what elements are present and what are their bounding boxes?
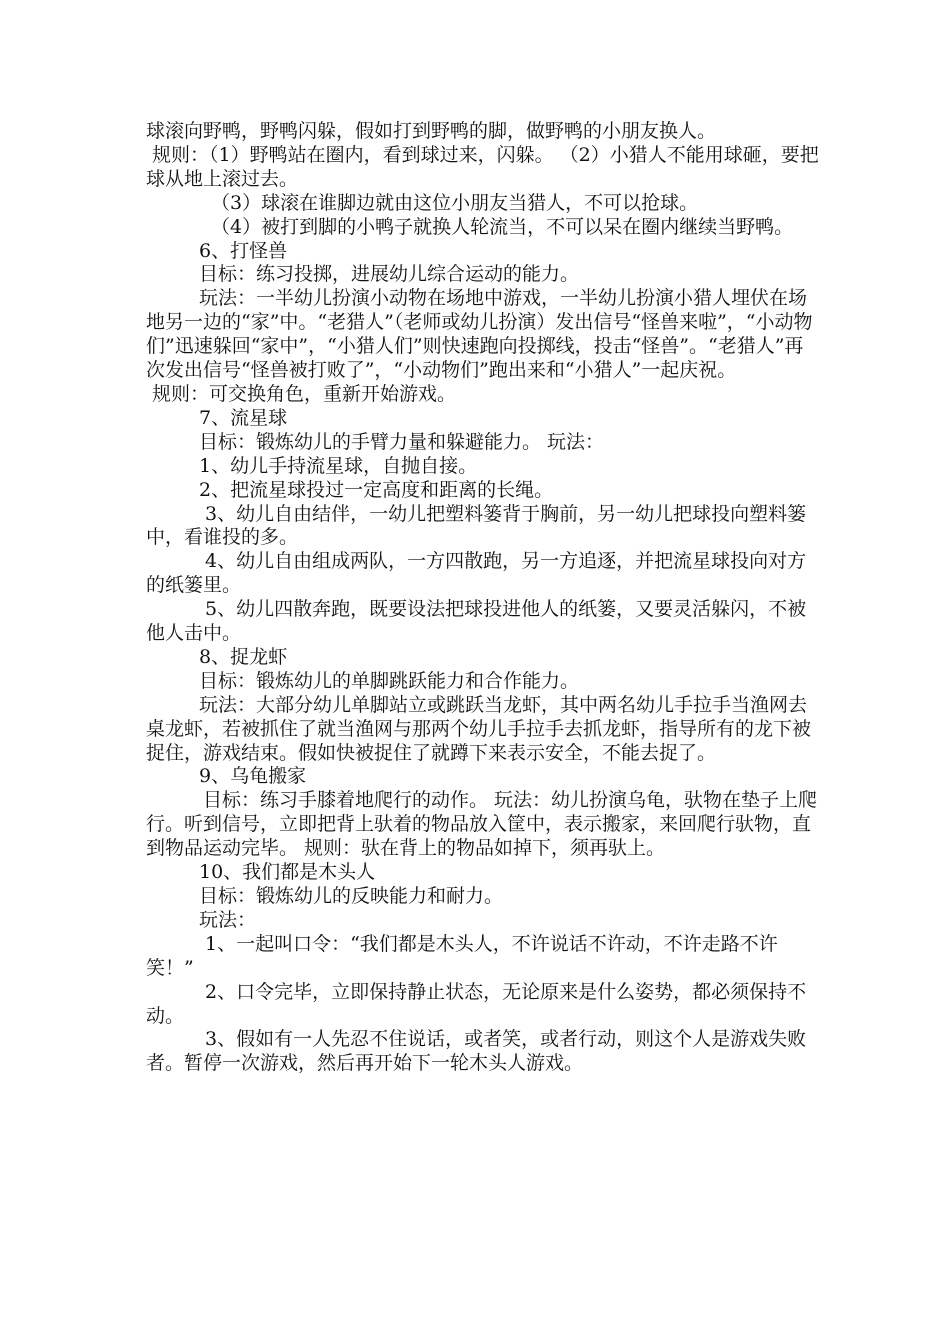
paragraph-goal-7: 目标：锻炼幼儿的手臂力量和躲避能力。 玩法： xyxy=(199,430,605,453)
paragraph-goal-8: 目标：锻炼幼儿的单脚跳跃能力和合作能力。 xyxy=(199,669,580,692)
paragraph-1: 球滚向野鸭，野鸭闪躲，假如打到野鸭的脚，做野鸭的小朋友换人。 xyxy=(146,120,717,142)
paragraph-play-8: 玩法：大部分幼儿单脚站立或跳跃当龙虾，其中两名幼儿手拉手当渔网去桌龙虾，若被抓住了就当渔网与那两个幼儿手拉手去抓龙虾，指导所有的龙下被捉住，游戏结束。假如快被捉住了就蹲下来表示安全，不能去捉了。 xyxy=(146,693,812,764)
paragraph-rules-1: 规则：（1）野鸭站在圈内，看到球过来，闪躲。 （2）小猎人不能用球砸，要把球从地上滚过去。 xyxy=(146,143,819,190)
paragraph-rule-6: 规则：可交换角色，重新开始游戏。 xyxy=(152,382,457,405)
list-item-7-3: 3、幼儿自由结伴，一幼儿把塑料篓背于胸前，另一幼儿把球投向塑料篓中，看谁投的多。 xyxy=(146,502,807,549)
list-item-7-1: 1、幼儿手持流星球，自抛自接。 xyxy=(199,454,478,477)
list-item-7-5: 5、幼儿四散奔跑，既要设法把球投进他人的纸篓，又要灵活躲闪，不被他人击中。 xyxy=(146,598,807,645)
section-heading-6: 6、打怪兽 xyxy=(199,239,288,262)
section-heading-8: 8、捉龙虾 xyxy=(199,645,288,668)
list-item-10-3: 3、假如有一人先忍不住说话，或者笑，或者行动，则这个人是游戏失败者。暂停一次游戏，然后再开始下一轮木头人游戏。 xyxy=(146,1028,807,1075)
paragraph-goal-10: 目标：锻炼幼儿的反映能力和耐力。 xyxy=(199,885,504,907)
list-item-10-2: 2、口令完毕，立即保持静止状态，无论原来是什么姿势，都必须保持不动。 xyxy=(146,980,807,1027)
paragraph-play-10: 玩法： xyxy=(199,908,257,931)
list-item-7-2: 2、把流星球投过一定高度和距离的长绳。 xyxy=(199,478,554,501)
section-heading-7: 7、流星球 xyxy=(199,406,288,429)
paragraph-play-6: 玩法：一半幼儿扮演小动物在场地中游戏，一半幼儿扮演小猎人埋伏在场地另一边的“家”中。“老猎人”（老师或幼儿扮演）发出信号“怪兽来啦”，“小动物们”迅速躲回“家中”，“小猎人们”则快速跑向投掷线，投击“怪兽”。“老猎人”再次发出信号“怪兽被打败了”，“小动物们”跑出来和“小猎人”一起庆祝。 xyxy=(146,287,813,382)
document-page xyxy=(146,120,821,1076)
paragraph-rules-3: （3）球滚在谁脚边就由这位小朋友当猎人，不可以抢球。 xyxy=(211,191,699,214)
section-heading-9: 9、乌龟搬家 xyxy=(199,765,307,788)
paragraph-goal-9: 目标：练习手膝着地爬行的动作。 玩法：幼儿扮演乌龟，驮物在垫子上爬行。听到信号，立即把背上驮着的物品放入筐中，表示搬家，来回爬行驮物，直到物品运动完毕。 规则：驮在背上的物品如掉下，须再驮上。 xyxy=(146,789,818,860)
paragraph-goal-6: 目标：练习投掷，进展幼儿综合运动的能力。 xyxy=(199,263,580,286)
section-heading-10: 10、我们都是木头人 xyxy=(199,861,376,884)
list-item-10-1: 1、一起叫口令：“我们都是木头人，不许说话不许动，不许走路不许笑！” xyxy=(146,932,778,979)
paragraph-rules-4: （4）被打到脚的小鸭子就换人轮流当，不可以呆在圈内继续当野鸭。 xyxy=(211,215,794,238)
list-item-7-4: 4、幼儿自由组成两队，一方四散跑，另一方追逐，并把流星球投向对方的纸篓里。 xyxy=(146,550,807,597)
